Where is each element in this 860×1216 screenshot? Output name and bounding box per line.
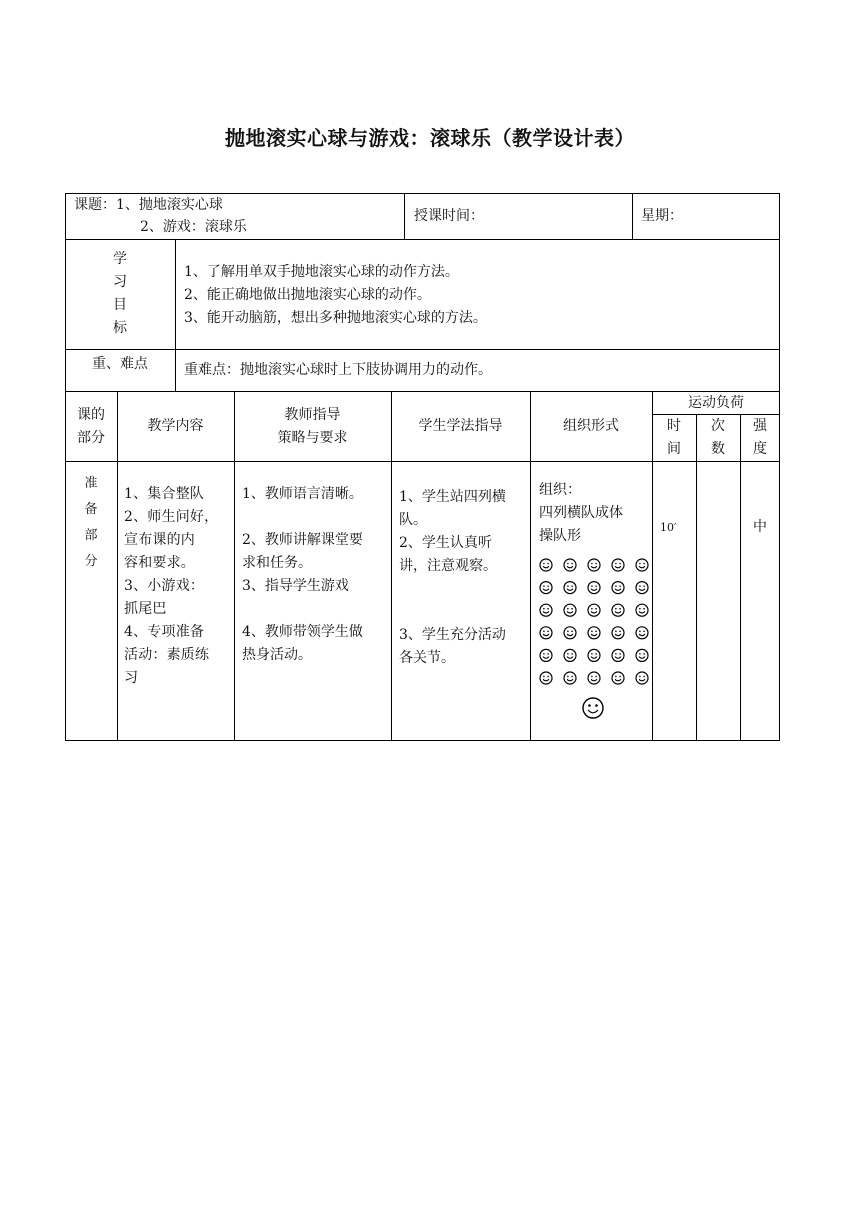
key-points-divider [175,349,176,392]
smiley-icon [588,582,600,594]
objectives-label: 学 习 目 标 [113,251,127,336]
col-header-intensity: 强 度 [753,418,767,457]
smiley-icon [588,559,600,571]
prep-teacher: 1、教师语言清晰。 2、教师讲解课堂要 求和任务。 3、指导学生游戏 4、教师带领学生做 热身活动。 [242,486,363,663]
col-line [696,414,697,741]
key-points-text: 重难点：抛地滚实心球时上下肢协调用力的动作。 [184,362,492,378]
time-label: 授课时间： [414,208,484,224]
weekday-label: 星期： [641,208,683,224]
col-header-student: 学生学法指导 [418,418,503,434]
prep-student: 1、学生站四列横 队。 2、学生认真听 讲，注意观察。 3、学生充分活动 各关节。 [399,489,506,666]
prep-time: 10′ [660,521,677,534]
objectives-divider [175,239,176,350]
objective-item: 2、能正确地做出抛地滚实心球的动作。 [184,287,431,303]
col-line [391,391,392,741]
col-header-content: 教学内容 [147,418,204,434]
smiley-icon [588,672,600,684]
smiley-icon [540,672,552,684]
smiley-icon [564,672,576,684]
col-header-organization: 组织形式 [563,418,619,434]
header-divider-1 [404,193,405,240]
smiley-icon [564,582,576,594]
topic-line-2: 2、游戏：滚球乐 [140,219,247,235]
smiley-icon [612,559,624,571]
smiley-icon [540,559,552,571]
smiley-icon [636,672,648,684]
key-points-label: 重、难点 [92,356,148,372]
smiley-icon [612,582,624,594]
smiley-icon [564,559,576,571]
header-bottom-line [65,461,780,462]
prep-part-label: 准 备 部 分 [84,476,98,569]
smiley-icon [540,627,552,639]
smiley-icon [612,649,624,661]
smiley-icon [588,604,600,616]
smiley-icon [564,649,576,661]
col-header-count: 次 数 [711,418,725,457]
smiley-icon [636,604,648,616]
topic-line-1: 课题：1、抛地滚实心球 [74,197,223,213]
col-header-teacher: 教师指导 策略与要求 [277,407,348,446]
col-header-part: 课的 部分 [77,407,105,446]
col-header-time: 时 间 [667,418,681,457]
col-header-load: 运动负荷 [688,395,744,411]
smiley-icon [588,649,600,661]
prep-content: 1、集合整队 2、师生问好， 宣布课的内 容和要求。 3、小游戏： 抓尾巴 4、专项准备 活动：素质练 习 [124,486,219,686]
smiley-icon [612,672,624,684]
teacher-smiley-icon [583,698,603,718]
prep-intensity: 中 [753,519,767,535]
col-line [740,414,741,741]
smiley-icon [540,604,552,616]
formation-diagram [530,550,652,725]
smiley-icon [564,627,576,639]
smiley-icon [636,649,648,661]
smiley-icon [540,649,552,661]
smiley-icon [588,627,600,639]
smiley-icon [564,604,576,616]
prep-organization: 组织： 四列横队成体 操队形 [539,482,623,544]
col-line [117,391,118,741]
objective-item: 1、了解用单双手抛地滚实心球的动作方法。 [184,264,459,280]
page-title: 抛地滚实心球与游戏：滚球乐（教学设计表） [225,126,635,150]
smiley-icon [540,582,552,594]
smiley-icon [636,582,648,594]
smiley-icon [612,604,624,616]
objective-item: 3、能开动脑筋，想出多种抛地滚实心球的方法。 [184,310,487,326]
header-divider-2 [632,193,633,240]
smiley-icon [636,627,648,639]
smiley-icon [636,559,648,571]
smiley-icon [612,627,624,639]
